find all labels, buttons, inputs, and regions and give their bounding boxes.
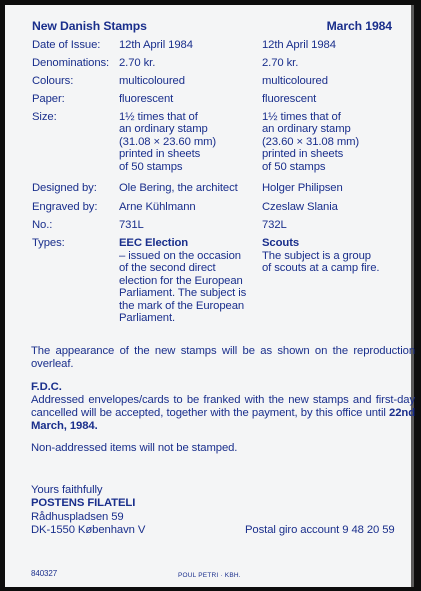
value-denominations-a: 2.70 kr. bbox=[119, 57, 156, 69]
value-no-a: 731L bbox=[119, 219, 144, 231]
stamp-announcement-sheet bbox=[5, 5, 414, 587]
sender-street: Rådhuspladsen 59 bbox=[31, 511, 124, 523]
value-engraved-by-b: Czeslaw Slania bbox=[262, 201, 338, 213]
label-colours: Colours: bbox=[32, 75, 74, 87]
fdc-paragraph bbox=[31, 394, 415, 433]
value-denominations-b: 2.70 kr. bbox=[262, 57, 299, 69]
appearance-paragraph: The appearance of the new stamps will be as shown on the reproduction overleaf. bbox=[31, 345, 415, 370]
value-size-b: 1½ times that of an ordinary stamp (23.60 × 31.08 mm) printed in sheets of 50 stamps bbox=[262, 111, 360, 173]
type-b-title: Scouts bbox=[262, 237, 300, 249]
label-paper: Paper: bbox=[32, 93, 65, 105]
value-designed-by-b: Holger Philipsen bbox=[262, 182, 343, 194]
value-engraved-by-a: Arne Kühlmann bbox=[119, 201, 196, 213]
value-paper-b: fluorescent bbox=[262, 93, 317, 105]
label-designed-by: Designed by: bbox=[32, 182, 97, 194]
type-b-description: The subject is a group of scouts at a camp fire. bbox=[262, 250, 380, 275]
fdc-text: Addressed envelopes/cards to be franked with the new stamps and first-day cancelled will be accepted, together with the payment, by this office until bbox=[31, 394, 415, 419]
document-title: New Danish Stamps bbox=[32, 19, 147, 33]
fdc-deadline: 22nd March, 1984. bbox=[31, 407, 415, 432]
value-date-of-issue-b: 12th April 1984 bbox=[262, 39, 336, 51]
label-engraved-by: Engraved by: bbox=[32, 201, 98, 213]
value-colours-a: multicoloured bbox=[119, 75, 185, 87]
label-no: No.: bbox=[32, 219, 53, 231]
value-size-a: 1½ times that of an ordinary stamp (31.08 × 23.60 mm) printed in sheets of 50 stamps bbox=[119, 111, 217, 173]
value-date-of-issue-a: 12th April 1984 bbox=[119, 39, 193, 51]
sender-organisation: POSTENS FILATELI bbox=[31, 497, 136, 509]
printer-imprint: POUL PETRI · KBH. bbox=[178, 572, 241, 579]
label-size: Size: bbox=[32, 111, 57, 123]
value-paper-a: fluorescent bbox=[119, 93, 174, 105]
type-a-title: EEC Election bbox=[119, 237, 189, 249]
print-code: 840327 bbox=[31, 569, 58, 578]
label-types: Types: bbox=[32, 237, 65, 249]
non-addressed-note: Non-addressed items will not be stamped. bbox=[31, 442, 238, 454]
type-a-description: – issued on the occasion of the second direct election for the European Parliament. The subject is the mark of the European Parliament. bbox=[119, 250, 247, 325]
document-date: March 1984 bbox=[326, 19, 392, 33]
sender-city: DK-1550 København V bbox=[31, 524, 146, 536]
label-date-of-issue: Date of Issue: bbox=[32, 39, 101, 51]
giro-account: Postal giro account 9 48 20 59 bbox=[245, 524, 395, 536]
value-colours-b: multicoloured bbox=[262, 75, 328, 87]
fdc-heading: F.D.C. bbox=[31, 381, 62, 393]
value-designed-by-a: Ole Bering, the architect bbox=[119, 182, 238, 194]
label-denominations: Denominations: bbox=[32, 57, 110, 69]
closing-salutation: Yours faithfully bbox=[31, 484, 103, 496]
value-no-b: 732L bbox=[262, 219, 287, 231]
